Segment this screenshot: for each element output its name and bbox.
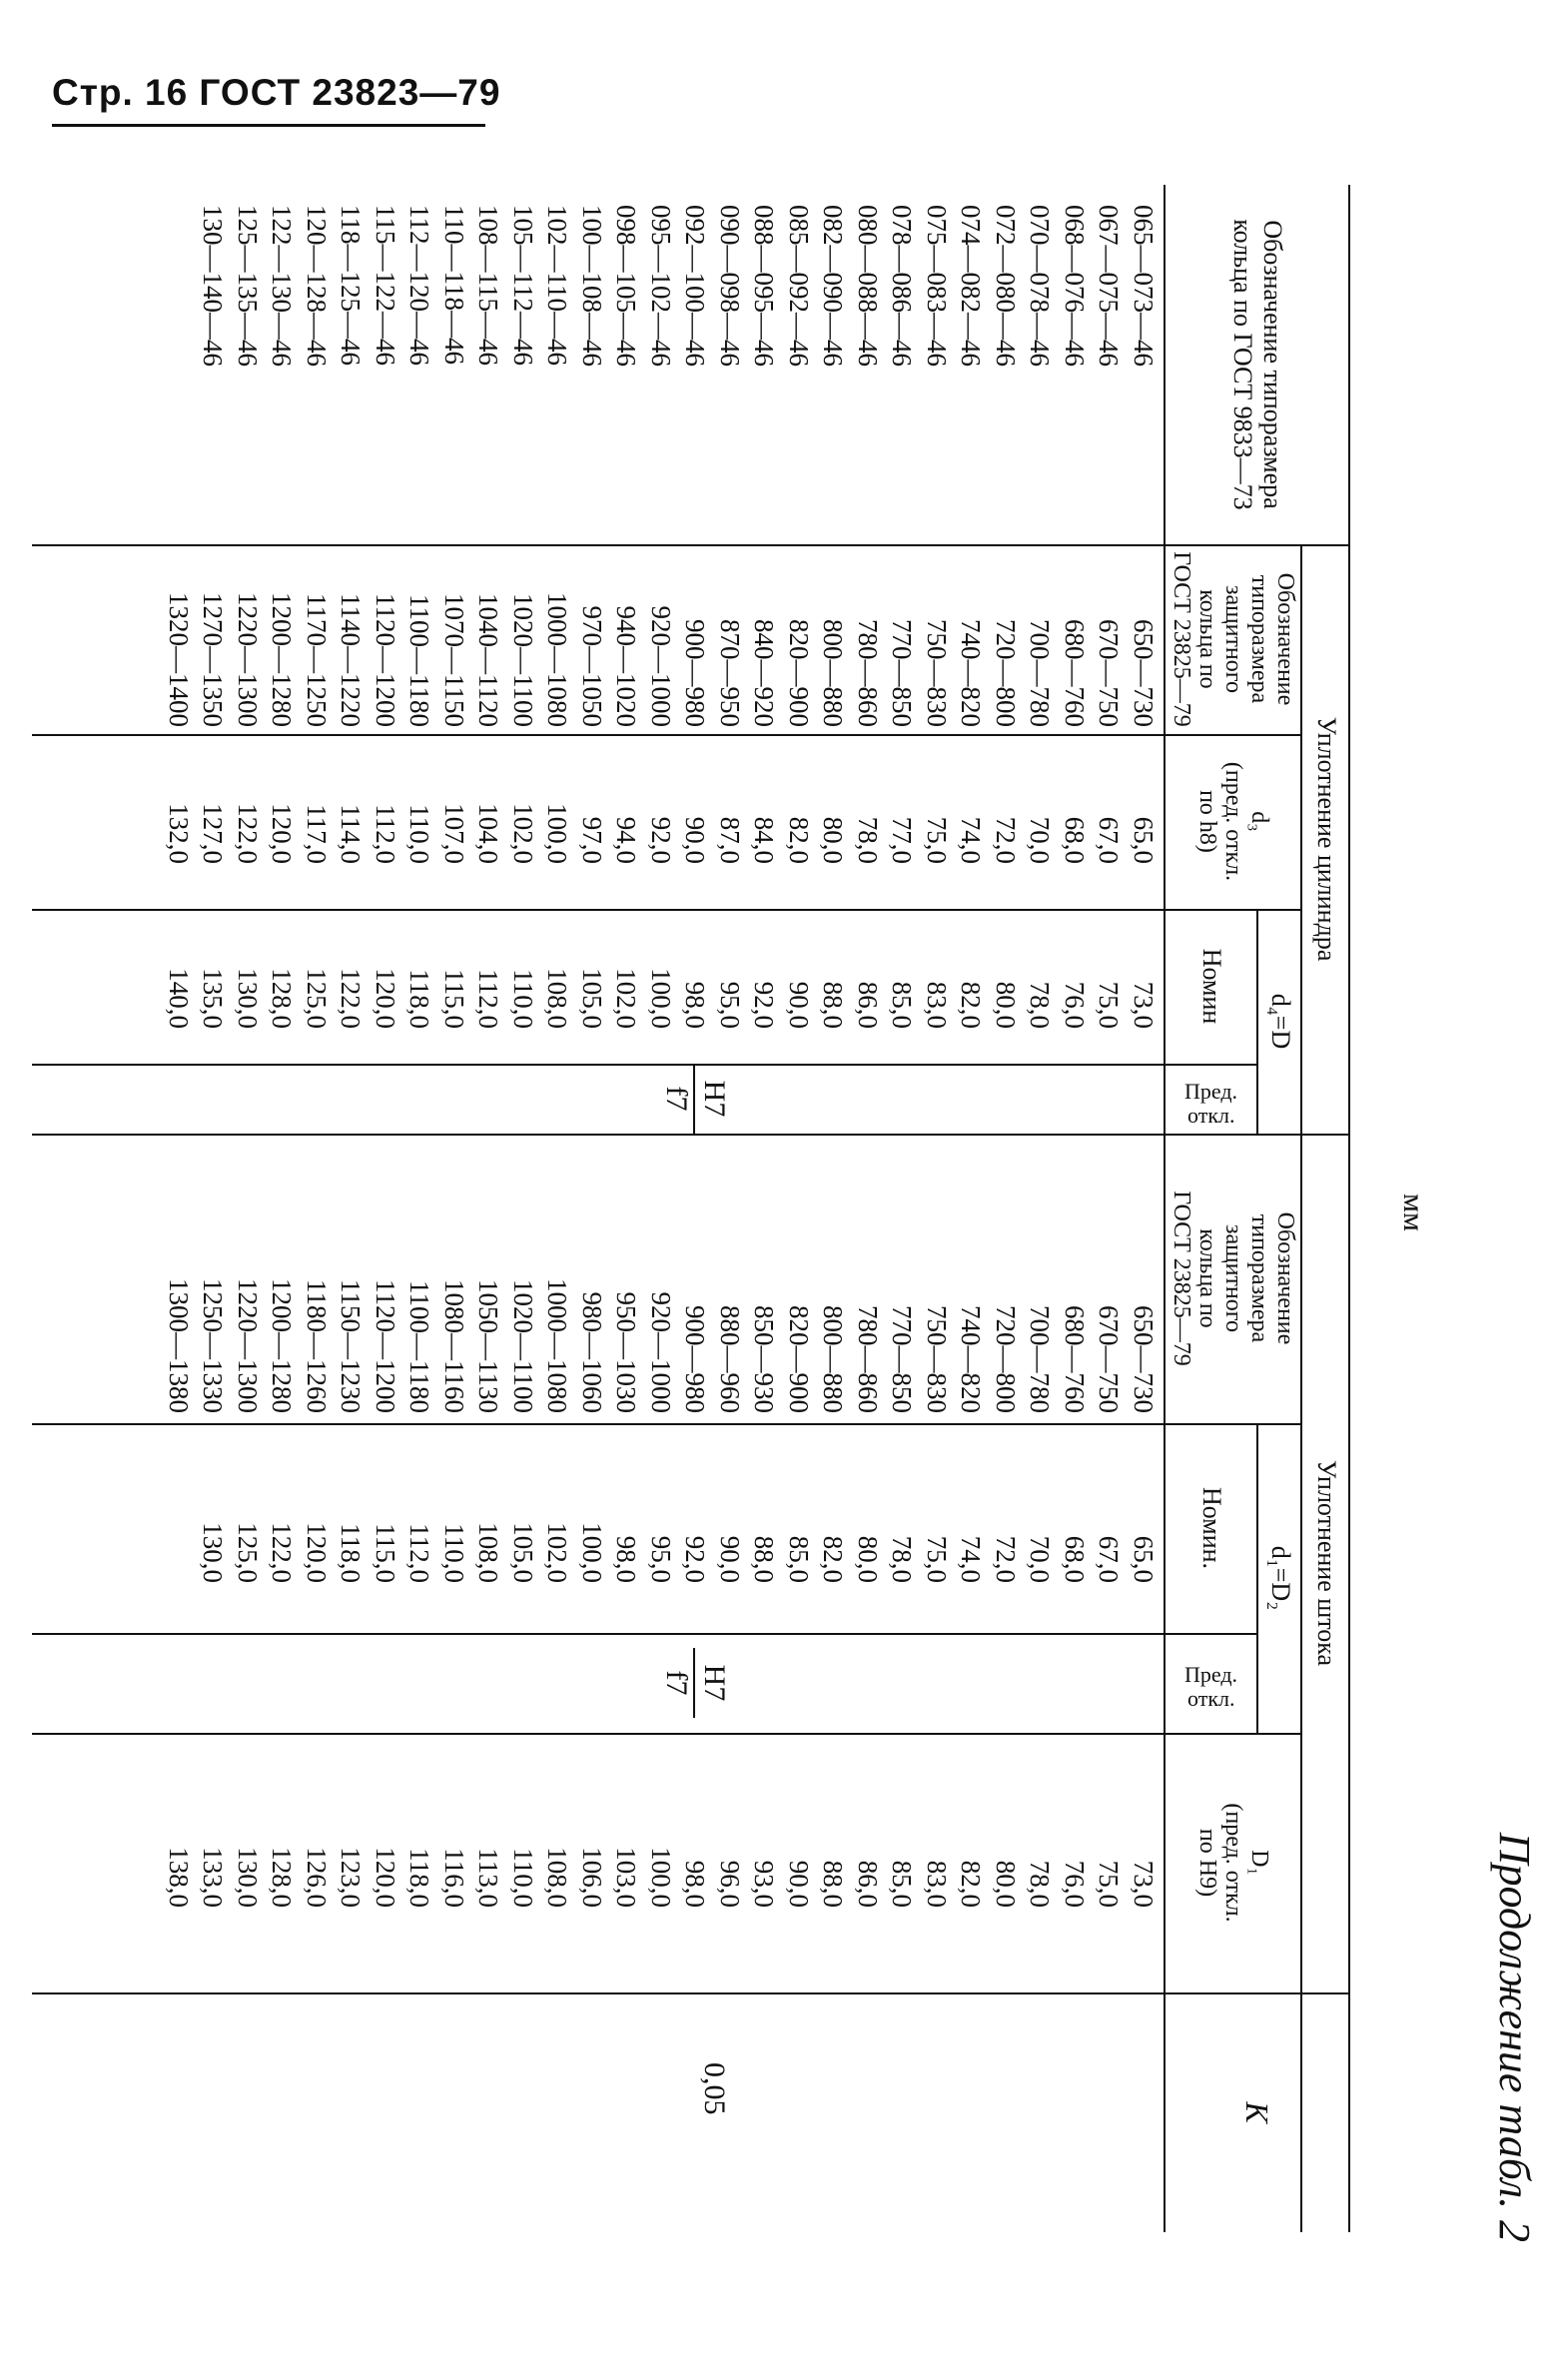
vrule-4 [32, 1064, 1258, 1066]
table-cell: 92,0 [646, 816, 676, 864]
table-cell: 80,0 [991, 1860, 1021, 1908]
table-cell: 105,0 [577, 968, 607, 1029]
table-cell: 106,0 [577, 1847, 607, 1908]
table-cell: 118,0 [404, 1848, 435, 1908]
table-cell: 135,0 [198, 968, 229, 1029]
table-cell: 115—122—46 [371, 205, 400, 366]
table-cell: 73,0 [1129, 981, 1159, 1029]
table-cell: 140,0 [164, 968, 194, 1029]
table-cell: 740—820 [956, 1305, 987, 1413]
table-cell: 1300—1380 [164, 1278, 194, 1413]
table-cell: 83,0 [922, 1860, 952, 1908]
vrule-8 [32, 1733, 1302, 1735]
table-cell: 82,0 [956, 1860, 987, 1908]
table-cell: 85,0 [887, 981, 918, 1029]
table-cell: 900—980 [680, 619, 711, 727]
table-cell: 1040—1120 [473, 593, 504, 727]
table-cell: 120,0 [371, 968, 400, 1029]
table-cell: 1150—1230 [336, 1279, 367, 1413]
table-cell: 1080—1160 [439, 1279, 469, 1413]
header-cylinder-group: Уплотнение цилиндра [1312, 716, 1341, 962]
table-cell: 127,0 [198, 803, 229, 864]
table-cell: 1000—1080 [542, 592, 573, 727]
table-cell: 820—900 [784, 1305, 814, 1413]
table-cell: 128,0 [267, 1847, 298, 1908]
table [32, 185, 1350, 2232]
table-cell: 68,0 [1060, 1535, 1090, 1583]
rod-fit-num: H7 [693, 1648, 731, 1718]
table-cell: 126,0 [302, 1847, 332, 1908]
table-cell: 1120—1200 [371, 1279, 400, 1413]
col-rod-D1 [162, 1743, 1162, 1908]
table-cell: 130—140—46 [198, 205, 229, 367]
table-cell: 950—1030 [611, 1291, 642, 1413]
table-cell: 110,0 [439, 1523, 469, 1583]
table-cell: 090—098—46 [715, 205, 745, 367]
table-cell: 78,0 [1025, 1860, 1056, 1908]
table-cell: 110,0 [508, 1848, 538, 1908]
table-cell: 95,0 [646, 1535, 676, 1583]
table-cell: 900—980 [680, 1305, 711, 1413]
col-ring-designation [196, 205, 1161, 367]
table-cell: 1070—1150 [439, 593, 469, 727]
table-cell: 87,0 [715, 816, 745, 864]
table-cell: 132,0 [164, 803, 194, 864]
table-cell: 122,0 [336, 968, 367, 1029]
table-cell: 110,0 [508, 969, 538, 1029]
table-cell: 078—086—46 [887, 205, 918, 367]
table-cell: 120,0 [267, 803, 298, 864]
header-rod-nom: Номин. [1197, 1486, 1227, 1570]
table-cell: 100,0 [577, 1522, 607, 1583]
table-cell: 870—950 [715, 619, 745, 727]
page-header: Стр. 16 ГОСТ 23823—79 [52, 72, 501, 113]
table-cell: 130,0 [233, 968, 263, 1029]
table-cell: 980—1060 [577, 1291, 607, 1413]
col-cyl-d4 [162, 919, 1162, 1029]
table-cell: 72,0 [991, 1535, 1021, 1583]
table-cell: 97,0 [577, 816, 607, 864]
table-cell: 970—1050 [577, 605, 607, 727]
table-cell: 680—760 [1060, 1305, 1090, 1413]
table-cell: 120,0 [371, 1847, 400, 1908]
table-cell: 94,0 [611, 816, 642, 864]
table-cell: 86,0 [853, 981, 883, 1029]
table-cell: 110—118—46 [439, 205, 469, 365]
rod-fit-den: f7 [660, 1670, 693, 1696]
header-k: K [1239, 2101, 1276, 2123]
table-cell: 770—850 [887, 1305, 918, 1413]
header-cyl-tol: Пред. откл. [1184, 1079, 1238, 1128]
table-cell: 65,0 [1129, 816, 1159, 864]
table-cell: 75,0 [1094, 1860, 1125, 1908]
header-rod-protective: Обозначение типоразмера защитного кольца по ГОСТ 23825—79 [1169, 1190, 1299, 1366]
table-cell: 065—073—46 [1129, 205, 1159, 367]
cyl-fit-num: H7 [693, 1064, 731, 1134]
header-rod-tol: Пред. откл. [1184, 1662, 1238, 1711]
table-cell: 1270—1350 [198, 592, 229, 727]
header-ring-designation: Обозначение типоразмера кольца по ГОСТ 9833—73 [1228, 219, 1288, 510]
table-cell: 1200—1280 [267, 1278, 298, 1413]
table-cell: 102,0 [542, 1522, 573, 1583]
table-cell: 940—1020 [611, 605, 642, 727]
table-cell: 82,0 [818, 1535, 849, 1583]
header-rod-D1: D₁ (пред. откл. по H9) [1194, 1803, 1273, 1923]
rod-tolerance-fit [659, 1648, 731, 1718]
table-cell: 100—108—46 [577, 205, 607, 367]
table-cell: 120,0 [302, 1522, 332, 1583]
table-cell: 125,0 [233, 1522, 263, 1583]
table-cell: 112,0 [404, 1523, 435, 1583]
table-cell: 76,0 [1060, 1860, 1090, 1908]
table-cell: 74,0 [956, 816, 987, 864]
table-cell: 1220—1300 [233, 1278, 263, 1413]
table-cell: 75,0 [1094, 981, 1125, 1029]
table-cell: 80,0 [991, 981, 1021, 1029]
table-cell: 770—850 [887, 619, 918, 727]
table-cell: 1000—1080 [542, 1278, 573, 1413]
table-cell: 680—760 [1060, 619, 1090, 727]
table-cell: 117,0 [302, 804, 332, 864]
table-cell: 122—130—46 [267, 205, 298, 367]
table-cell: 1220—1300 [233, 592, 263, 727]
table-cell: 670—750 [1094, 1305, 1125, 1413]
table-cell: 78,0 [853, 816, 883, 864]
table-cell: 072—080—46 [991, 205, 1021, 367]
table-cell: 75,0 [922, 1535, 952, 1583]
table-cell: 670—750 [1094, 619, 1125, 727]
table-cell: 85,0 [887, 1860, 918, 1908]
table-cell: 88,0 [818, 1860, 849, 1908]
table-cell: 107,0 [439, 803, 469, 864]
table-cell: 1050—1130 [473, 1279, 504, 1413]
table-cell: 115,0 [371, 1523, 400, 1583]
table-cell: 1140—1220 [336, 593, 367, 727]
table-cell: 67,0 [1094, 816, 1125, 864]
table-cell: 103,0 [611, 1847, 642, 1908]
col-rod-protective [162, 1139, 1162, 1413]
table-caption: Продолжение табл. 2 [1490, 1832, 1539, 2242]
table-cell: 880—960 [715, 1305, 745, 1413]
table-cell: 105,0 [508, 1522, 538, 1583]
table-cell: 68,0 [1060, 816, 1090, 864]
table-cell: 110,0 [404, 804, 435, 864]
table-cell: 102,0 [508, 803, 538, 864]
table-cell: 100,0 [542, 803, 573, 864]
table-cell: 98,0 [611, 1535, 642, 1583]
table-cell: 1020—1100 [508, 593, 538, 727]
header-cyl-d4: d₄=D [1266, 993, 1295, 1050]
vrule-3 [32, 909, 1302, 911]
table-cell: 86,0 [853, 1860, 883, 1908]
col-rod-d1 [196, 1433, 1161, 1583]
table-cell: 1020—1100 [508, 1279, 538, 1413]
table-cell: 95,0 [715, 981, 745, 1029]
table-cell: 116,0 [439, 1848, 469, 1908]
table-cell: 092—100—46 [680, 205, 711, 367]
table-cell: 73,0 [1129, 1860, 1159, 1908]
table-cell: 96,0 [715, 1860, 745, 1908]
table-cell: 125,0 [302, 968, 332, 1029]
table-cell: 108—115—46 [473, 205, 504, 366]
table-cell: 98,0 [680, 1860, 711, 1908]
table-cell: 700—780 [1025, 1305, 1056, 1413]
table-cell: 90,0 [715, 1535, 745, 1583]
table-cell: 700—780 [1025, 619, 1056, 727]
table-cell: 088—095—46 [749, 205, 780, 367]
table-cell: 112,0 [473, 969, 504, 1029]
table-cell: 920—1000 [646, 605, 676, 727]
table-cell: 114,0 [336, 804, 367, 864]
table-cell: 75,0 [922, 816, 952, 864]
table-cell: 112,0 [371, 804, 400, 864]
table-cell: 133,0 [198, 1847, 229, 1908]
cyl-tolerance-fit [659, 1064, 731, 1134]
table-cell: 1170—1250 [302, 593, 332, 727]
table-cell: 108,0 [473, 1522, 504, 1583]
table-cell: 800—880 [818, 1305, 849, 1413]
table-cell: 850—930 [749, 1305, 780, 1413]
vrule-9 [32, 1992, 1350, 1994]
table-cell: 93,0 [749, 1860, 780, 1908]
table-cell: 650—730 [1129, 1305, 1159, 1413]
table-cell: 085—092—46 [784, 205, 814, 367]
table-cell: 122,0 [233, 803, 263, 864]
table-cell: 130,0 [198, 1522, 229, 1583]
table-cell: 90,0 [680, 816, 711, 864]
table-cell: 105—112—46 [508, 205, 538, 366]
table-cell: 125—135—46 [233, 205, 263, 367]
table-cell: 1100—1180 [404, 1280, 435, 1413]
table-cell: 90,0 [784, 1860, 814, 1908]
vrule-1 [32, 544, 1350, 546]
table-cell: 780—860 [853, 619, 883, 727]
table-cell: 740—820 [956, 619, 987, 727]
table-cell: 80,0 [853, 1535, 883, 1583]
rotated-table-page [0, 145, 1560, 2332]
table-cell: 820—900 [784, 619, 814, 727]
table-cell: 122,0 [267, 1522, 298, 1583]
table-cell: 118,0 [404, 969, 435, 1029]
table-cell: 067—075—46 [1094, 205, 1125, 367]
table-cell: 100,0 [646, 968, 676, 1029]
vrule-2 [32, 734, 1302, 736]
table-cell: 85,0 [784, 1535, 814, 1583]
table-cell: 83,0 [922, 981, 952, 1029]
table-cell: 90,0 [784, 981, 814, 1029]
table-cell: 70,0 [1025, 816, 1056, 864]
table-cell: 98,0 [680, 981, 711, 1029]
table-cell: 075—083—46 [922, 205, 952, 367]
header-cyl-d3: d₃ (пред. откл. по h8) [1194, 761, 1273, 882]
table-cell: 78,0 [887, 1535, 918, 1583]
table-cell: 77,0 [887, 816, 918, 864]
table-cell: 100,0 [646, 1847, 676, 1908]
table-cell: 108,0 [542, 968, 573, 1029]
table-cell: 82,0 [956, 981, 987, 1029]
table-cell: 1180—1260 [302, 1279, 332, 1413]
table-cell: 123,0 [336, 1847, 367, 1908]
table-cell: 120—128—46 [302, 205, 332, 367]
table-cell: 650—730 [1129, 619, 1159, 727]
table-cell: 70,0 [1025, 1535, 1056, 1583]
table-cell: 74,0 [956, 1535, 987, 1583]
table-cell: 074—082—46 [956, 205, 987, 367]
table-cell: 138,0 [164, 1847, 194, 1908]
table-cell: 720—800 [991, 619, 1021, 727]
k-value: 0,05 [698, 2062, 731, 2115]
table-cell: 108,0 [542, 1847, 573, 1908]
table-cell: 082—090—46 [818, 205, 849, 367]
table-cell: 84,0 [749, 816, 780, 864]
table-cell: 128,0 [267, 968, 298, 1029]
col-cyl-d3 [162, 744, 1162, 864]
table-cell: 92,0 [680, 1535, 711, 1583]
table-cell: 65,0 [1129, 1535, 1159, 1583]
table-cell: 1250—1330 [198, 1278, 229, 1413]
table-cell: 118,0 [336, 1523, 367, 1583]
table-cell: 80,0 [818, 816, 849, 864]
vrule-7 [32, 1633, 1258, 1635]
table-cell: 88,0 [818, 981, 849, 1029]
table-cell: 068—076—46 [1060, 205, 1090, 367]
table-cell: 72,0 [991, 816, 1021, 864]
col-cyl-protective [162, 549, 1162, 727]
table-cell: 67,0 [1094, 1535, 1125, 1583]
header-rod-d1: d₁=D₂ [1266, 1545, 1295, 1611]
table-cell: 92,0 [749, 981, 780, 1029]
table-cell: 115,0 [439, 969, 469, 1029]
header-rule [52, 124, 485, 127]
header-cyl-nom: Номин [1197, 948, 1227, 1025]
table-cell: 840—920 [749, 619, 780, 727]
table-cell: 780—860 [853, 1305, 883, 1413]
table-cell: 104,0 [473, 803, 504, 864]
table-cell: 1200—1280 [267, 592, 298, 727]
table-cell: 750—830 [922, 619, 952, 727]
table-cell: 720—800 [991, 1305, 1021, 1413]
table-cell: 88,0 [749, 1535, 780, 1583]
table-cell: 102—110—46 [542, 205, 573, 366]
table-cell: 1120—1200 [371, 593, 400, 727]
units-label: мм [1397, 1193, 1430, 1231]
table-cell: 1100—1180 [404, 594, 435, 727]
table-cell: 080—088—46 [853, 205, 883, 367]
table-cell: 113,0 [473, 1848, 504, 1908]
table-cell: 095—102—46 [646, 205, 676, 367]
header-rod-group: Уплотнение штока [1312, 1459, 1341, 1667]
table-cell: 118—125—46 [336, 205, 367, 366]
table-cell: 1320—1400 [164, 592, 194, 727]
table-cell: 800—880 [818, 619, 849, 727]
vrule-6 [32, 1423, 1302, 1425]
table-cell: 130,0 [233, 1847, 263, 1908]
table-cell: 102,0 [611, 968, 642, 1029]
header-cyl-protective: Обозначение типоразмера защитного кольца по ГОСТ 23825—79 [1169, 551, 1299, 727]
vrule-5 [32, 1134, 1350, 1136]
table-cell: 098—105—46 [611, 205, 642, 367]
table-cell: 78,0 [1025, 981, 1056, 1029]
table-cell: 82,0 [784, 816, 814, 864]
table-cell: 76,0 [1060, 981, 1090, 1029]
table-cell: 112—120—46 [404, 205, 435, 366]
table-cell: 750—830 [922, 1305, 952, 1413]
cyl-fit-den: f7 [660, 1086, 693, 1112]
table-cell: 920—1000 [646, 1291, 676, 1413]
table-cell: 070—078—46 [1025, 205, 1056, 367]
